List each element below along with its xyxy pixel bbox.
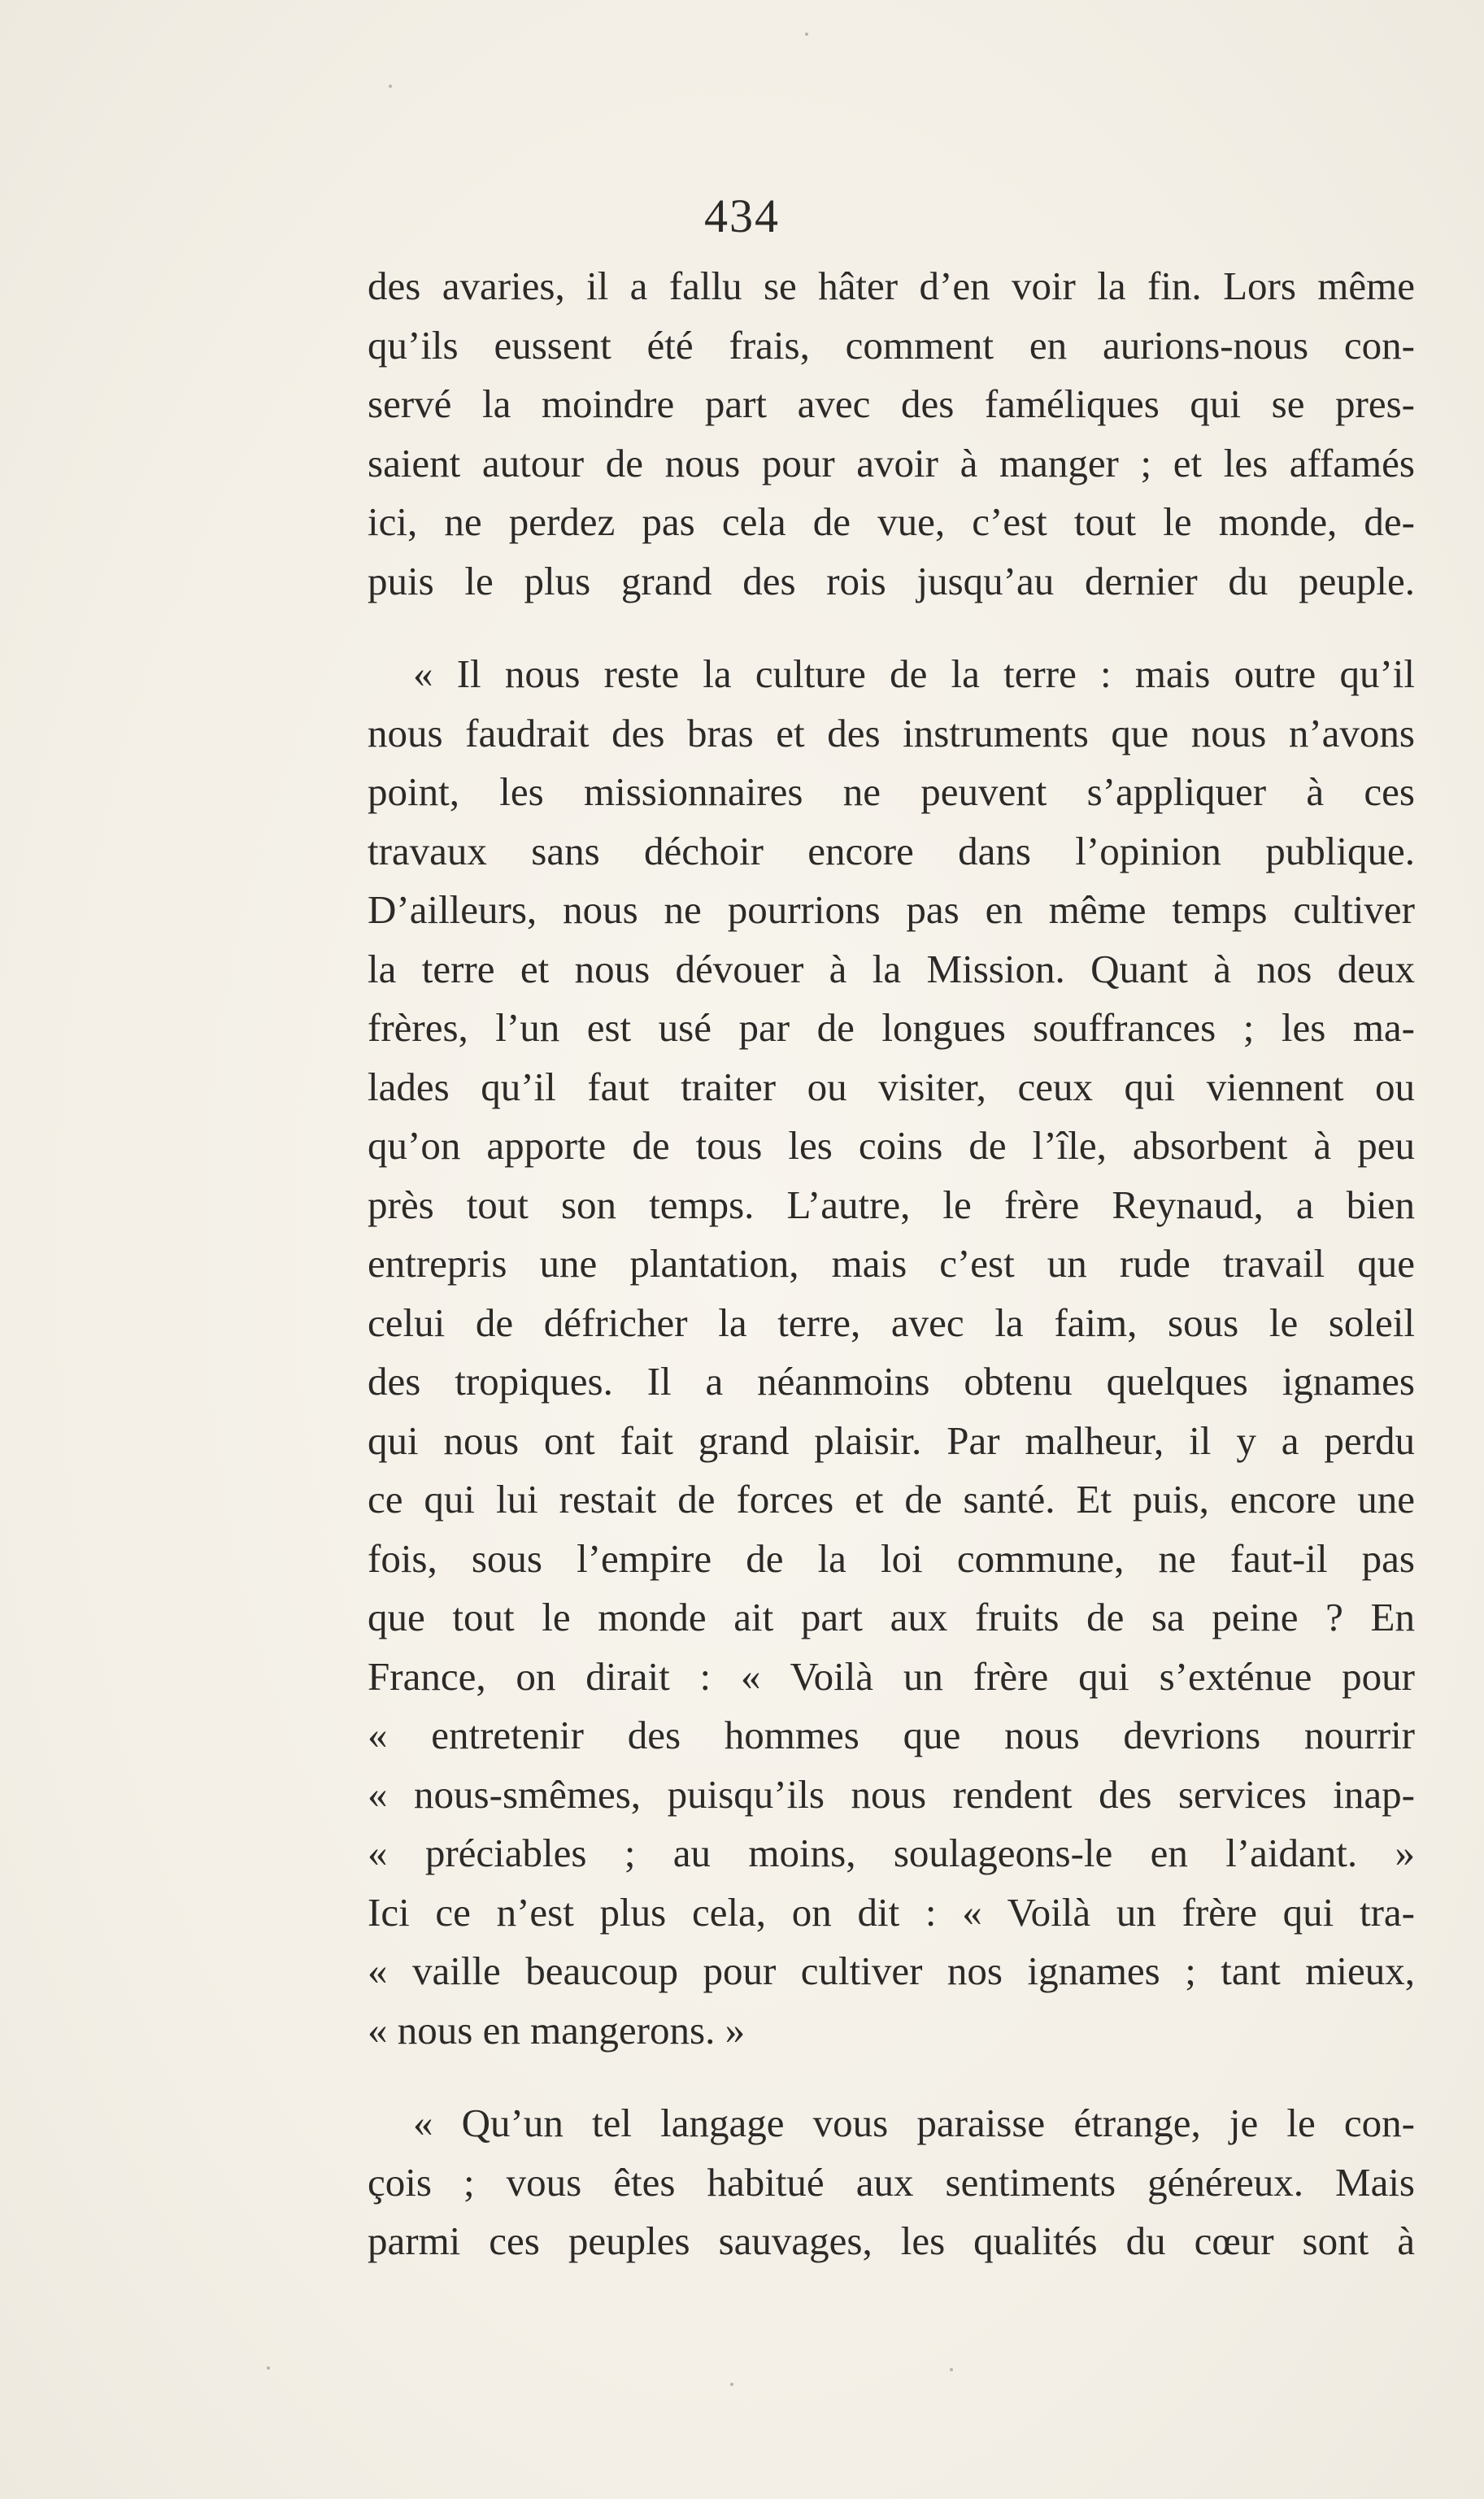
text-line: D’ailleurs, nous ne pourrions pas en même temps cultiver [368,887,1415,932]
text-line: près tout son temps. L’autre, le frère Reynaud, a bien [368,1182,1415,1227]
text-line: « préciables ; au moins, soulageons-le en l’aidant. » [368,1831,1415,1875]
text-line: « Il nous reste la culture de la terre : mais outre qu’il [413,651,1415,696]
text-line: qu’on apporte de tous les coins de l’île, absorbent à peu [368,1123,1415,1168]
text-line: nous faudrait des bras et des instruments que nous n’avons [368,710,1415,755]
page-number: 434 [704,189,780,242]
text-line: Ici ce n’est plus cela, on dit : « Voilà un frère qui tra- [368,1889,1415,1935]
text-line: « nous en mangerons. » [368,2007,746,2053]
text-line: « vaille beaucoup pour cultiver nos ignames ; tant mieux, [368,1948,1415,1993]
text-line: qu’ils eussent été frais, comment en aurions-nous con- [368,322,1415,368]
text-line: des tropiques. Il a néanmoins obtenu quelques ignames [368,1359,1415,1404]
paragraph [368,257,1415,611]
text-line: France, on dirait : « Voilà un frère qui s’exténue pour [368,1653,1415,1699]
text-line: travaux sans déchoir encore dans l’opinion publique. [368,828,1415,873]
text-line: celui de défricher la terre, avec la faim, sous le soleil [368,1300,1415,1345]
text-line: parmi ces peuples sauvages, les qualités du cœur sont à [368,2218,1415,2263]
text-line: la terre et nous dévouer à la Mission. Quant à nos deux [368,946,1415,991]
text-line: fois, sous l’empire de la loi commune, ne faut-il pas [368,1535,1415,1581]
paper-speck [389,85,392,88]
body-text [368,257,1415,2271]
text-line: ici, ne perdez pas cela de vue, c’est tout le monde, de- [368,499,1415,544]
text-line: « entretenir des hommes que nous devrions nourrir [368,1713,1415,1757]
text-line: que tout le monde ait part aux fruits de sa peine ? En [368,1595,1415,1639]
text-line: servé la moindre part avec des faméliques qui se pres- [368,381,1415,426]
text-line: puis le plus grand des rois jusqu’au dernier du peuple. [368,558,1415,603]
text-line: çois ; vous êtes habitué aux sentiments généreux. Mais [368,2159,1415,2205]
text-line: entrepris une plantation, mais c’est un rude travail que [368,1241,1415,1286]
text-line: « Qu’un tel langage vous paraisse étrange, je le con- [413,2101,1415,2145]
paper-speck [950,2368,953,2371]
paragraph [368,645,1415,2060]
text-line: point, les missionnaires ne peuvent s’appliquer à ces [368,769,1415,814]
text-line: « nous-smêmes, puisqu’ils nous rendent des services inap- [368,1771,1415,1817]
paper-speck [267,2366,270,2370]
text-line: lades qu’il faut traiter ou visiter, ceux qui viennent ou [368,1064,1415,1109]
text-line: ce qui lui restait de forces et de santé. Et puis, encore une [368,1477,1415,1522]
text-line: saient autour de nous pour avoir à manger ; et les affamés [368,440,1415,485]
text-line: des avaries, il a fallu se hâter d’en voir la fin. Lors même [368,263,1415,308]
paper-speck [805,33,808,36]
paragraph [368,2094,1415,2271]
text-line: frères, l’un est usé par de longues souffrances ; les ma- [368,1005,1415,1050]
text-line: qui nous ont fait grand plaisir. Par malheur, il y a perdu [368,1417,1415,1463]
paper-speck [730,2383,733,2386]
